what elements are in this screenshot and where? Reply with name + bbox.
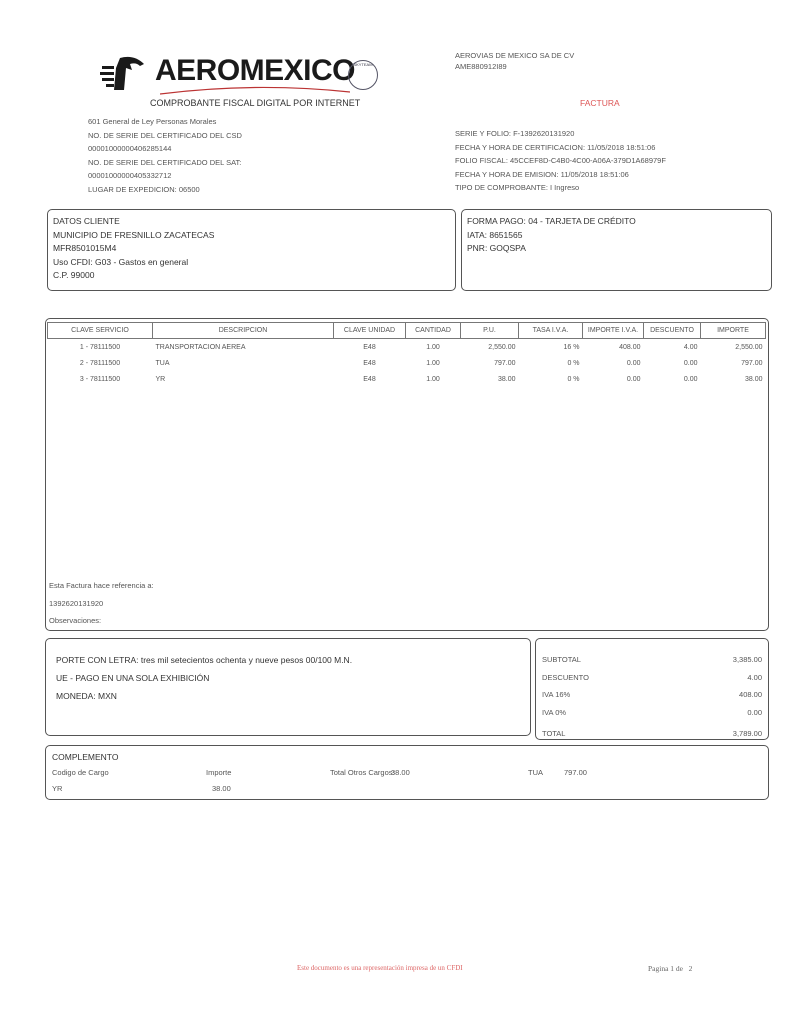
tua-value: 797.00 [564, 768, 587, 777]
complemento-box [45, 745, 769, 800]
invoice-info: SERIE Y FOLIO: F-1392620131920 FECHA Y HORA DE CERTIFICACION: 11/05/2018 18:51:06 FOLIO FISCAL: 45CCEF8D-C4B0-4C00-A06A-379D1A68979F FECHA Y HORA DE EMISION: 11/05/2018 18:51:06 TIPO DE COMPROBANTE: I Ingreso [455, 129, 666, 193]
items-table [47, 322, 766, 388]
issuer-info: 601 General de Ley Personas Morales NO. DE SERIE DEL CERTIFICADO DEL CSD 00001000000406285144 NO. DE SERIE DEL CERTIFICADO DEL SAT: 00001000000405332712 LUGAR DE EXPEDICION: 06500 [88, 117, 242, 194]
client-box: DATOS CLIENTE MUNICIPIO DE FRESNILLO ZACATECAS MFR8501015M4 Uso CFDI: G03 - Gastos en general C.P. 99000 [47, 209, 456, 291]
table-row: 2 - 78111500 TUA E48 1.00 797.00 0 % 0.00 0.00 797.00 [79, 359, 763, 367]
table-header-row: CLAVE SERVICIO DESCRIPCION CLAVE UNIDAD CANTIDAD P.U. TASA I.V.A. IMPORTE I.V.A. DESCUENTO IMPORTE [48, 323, 766, 339]
codigo-label: Codigo de Cargo [52, 768, 109, 777]
otros-label: Total Otros Cargos: [330, 768, 395, 777]
skyteam-badge: SKYTEAM [348, 60, 378, 90]
table-row: 3 - 78111500 YR E48 1.00 38.00 0 % 0.00 0.00 38.00 [79, 376, 763, 384]
total-row-iva16: IVA 16% 408.00 [542, 690, 762, 699]
page-number: Pagina 1 de 2 [648, 964, 693, 973]
table-row: 1 - 78111500 TRANSPORTACION AEREA E48 1.00 2,550.00 16 % 408.00 4.00 2,550.00 [79, 343, 763, 351]
aeromexico-eagle-logo-icon [100, 56, 148, 90]
company-name: AEROVIAS DE MEXICO SA DE CV [455, 51, 575, 60]
footer-note: Este documento es una representación impresa de un CFDI [297, 964, 463, 972]
references: Esta Factura hace referencia a: 1392620131920 Observaciones: [49, 581, 154, 625]
payment-box: FORMA PAGO: 04 - TARJETA DE CRÉDITO IATA: 8651565 PNR: GOQSPA [461, 209, 772, 291]
importe-value: 38.00 [212, 784, 231, 793]
total-row-total: TOTAL 3,789.00 [542, 729, 762, 738]
company-rfc: AME880912I89 [455, 62, 507, 71]
document-type: FACTURA [580, 98, 620, 108]
amount-box: PORTE CON LETRA: tres mil setecientos ochenta y nueve pesos 00/100 M.N. UE - PAGO EN UNA SOLA EXHIBICIÓN MONEDA: MXN [45, 638, 531, 736]
total-row-descuento: DESCUENTO 4.00 [542, 672, 762, 682]
complemento-title: COMPLEMENTO [52, 752, 119, 762]
tua-label: TUA [528, 768, 543, 777]
document-subtitle: COMPROBANTE FISCAL DIGITAL POR INTERNET [150, 98, 361, 108]
importe-label: Importe [206, 768, 232, 777]
total-row-iva0: IVA 0% 0.00 [542, 707, 762, 717]
otros-value: 38.00 [391, 768, 410, 777]
logo-swoosh-icon [160, 86, 350, 96]
totals-box [535, 638, 769, 740]
codigo-value: YR [52, 784, 63, 793]
logo-text: AEROMEXICO [155, 54, 356, 87]
total-row-subtotal: SUBTOTAL 3,385.00 [542, 655, 762, 664]
